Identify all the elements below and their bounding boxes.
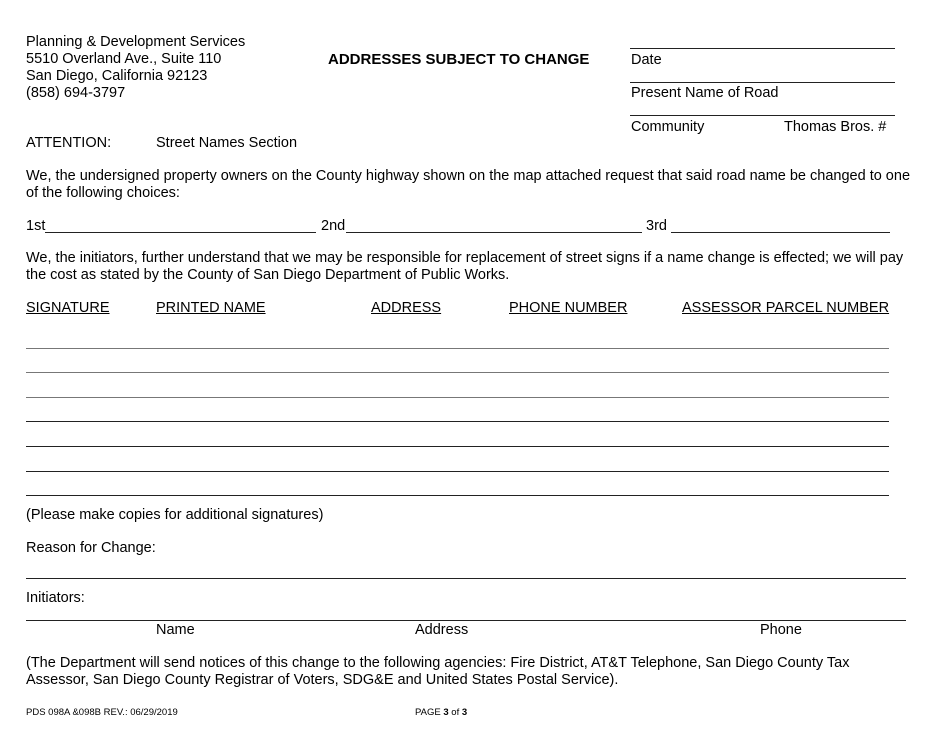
road-name-field[interactable] — [630, 82, 895, 83]
road-name-label: Present Name of Road — [631, 85, 779, 101]
signature-row[interactable] — [26, 372, 889, 373]
form-id: PDS 098A &098B REV.: 06/29/2019 — [26, 707, 178, 718]
community-field[interactable] — [630, 115, 895, 116]
org-name: Planning & Development Services — [26, 34, 246, 50]
choice-1-label: 1st — [26, 218, 46, 234]
choice-3-label: 3rd — [646, 218, 667, 234]
col-printed-name: PRINTED NAME — [156, 300, 266, 316]
initiators-label: Initiators: — [26, 590, 85, 606]
page-number — [415, 707, 467, 718]
col-address: ADDRESS — [371, 300, 442, 316]
org-phone: (858) 694-3797 — [26, 85, 126, 101]
signature-row[interactable] — [26, 471, 889, 472]
choice-1-field[interactable] — [45, 232, 316, 233]
signature-row[interactable] — [26, 446, 889, 447]
col-assessor-parcel: ASSESSOR PARCEL NUMBER — [682, 300, 890, 316]
choice-2-field[interactable] — [346, 232, 642, 233]
col-signature: SIGNATURE — [26, 300, 110, 316]
initiator-phone-label: Phone — [760, 622, 802, 638]
initiator-address-label: Address — [415, 622, 469, 638]
org-city: San Diego, California 92123 — [26, 68, 208, 84]
org-address: 5510 Overland Ave., Suite 110 — [26, 51, 222, 67]
responsibility-paragraph: We, the initiators, further understand that we may be responsible for replacement of street signs if a name change is effected; we will pay the cost as stated by the County of San Diego Department of Public Works. — [26, 250, 904, 283]
attention-value: Street Names Section — [156, 135, 298, 151]
page-total: 3 — [461, 707, 468, 718]
reason-label: Reason for Change: — [26, 540, 156, 556]
choice-2-label: 2nd — [321, 218, 346, 234]
of-word: of — [451, 707, 460, 718]
signature-row[interactable] — [26, 348, 889, 349]
community-label: Community — [631, 119, 705, 135]
thomas-bros-label: Thomas Bros. # — [784, 119, 887, 135]
signature-row[interactable] — [26, 495, 889, 496]
page-word: PAGE — [415, 707, 441, 718]
date-field[interactable] — [630, 48, 895, 49]
page-current: 3 — [443, 707, 449, 718]
choice-3-field[interactable] — [671, 232, 890, 233]
initiator-name-label: Name — [156, 622, 195, 638]
signature-row[interactable] — [26, 397, 889, 398]
attention-label: ATTENTION: — [26, 135, 112, 151]
signature-row[interactable] — [26, 421, 889, 422]
col-phone-number: PHONE NUMBER — [509, 300, 628, 316]
request-paragraph: We, the undersigned property owners on the County highway shown on the map attached request that said road name be changed to one of the following choices: — [26, 168, 911, 201]
reason-field[interactable] — [26, 578, 906, 579]
initiators-field[interactable] — [26, 620, 906, 621]
page-title: ADDRESSES SUBJECT TO CHANGE — [328, 51, 590, 68]
notice-paragraph: (The Department will send notices of this change to the following agencies: Fire District, AT&T Telephone, San Diego County Tax Assessor, San Diego County Registrar of Voters, SDG&E and United States Postal Service). — [26, 655, 850, 688]
date-label: Date — [631, 52, 662, 68]
copies-note: (Please make copies for additional signatures) — [26, 507, 324, 523]
